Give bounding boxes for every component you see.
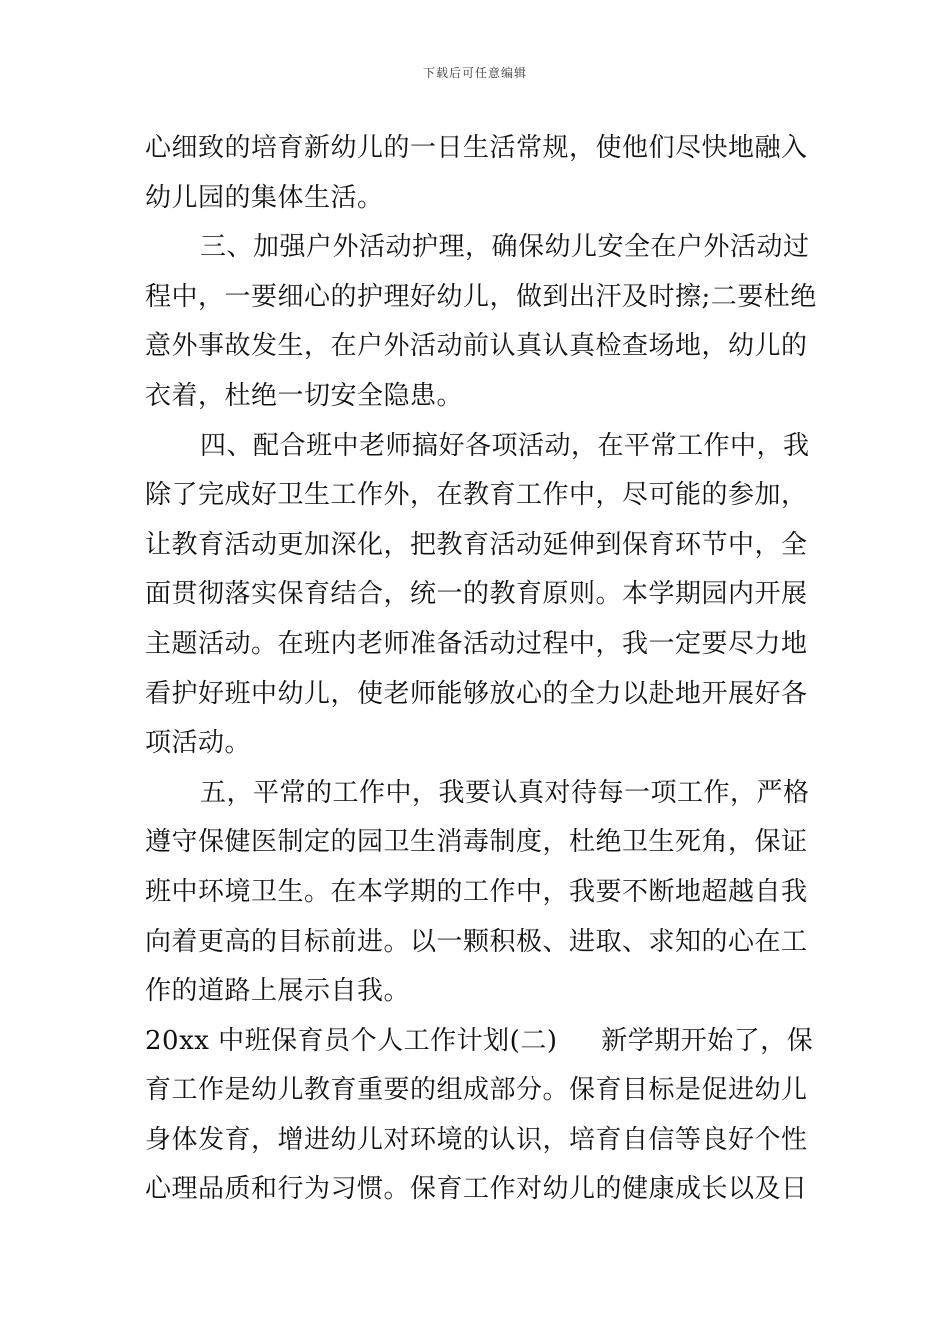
text-line: 心细致的培育新幼儿的一日生活常规，使他们尽快地融入 <box>145 133 808 163</box>
section-title-line: 20xx 中班保育员个人工作计划(二) 新学期开始了，保 <box>145 1025 814 1056</box>
text-line: 项活动。 <box>145 728 252 759</box>
text-line: 作的道路上展示自我。 <box>145 976 411 1007</box>
text-line: 除了完成好卫生工作外，在教育工作中，尽可能的参加， <box>145 480 808 511</box>
text-line: 向着更高的目标前进。以一颗积极、进取、求知的心在工 <box>145 926 808 957</box>
document-body <box>145 124 817 1215</box>
text-line: 五，平常的工作中，我要认真对待每一项工作，严格 <box>200 777 810 808</box>
text-line: 身体发育，增进幼儿对环境的认识，培育自信等良好个性 <box>145 1124 808 1155</box>
text-line: 让教育活动更加深化，把教育活动延伸到保育环节中，全 <box>145 529 808 560</box>
text-line: 心理品质和行为习惯。保育工作对幼儿的健康成长以及日 <box>145 1174 808 1205</box>
text-line: 看护好班中幼儿，使老师能够放心的全力以赴地开展好各 <box>145 678 808 709</box>
text-line: 育工作是幼儿教育重要的组成部分。保育目标是促进幼儿 <box>145 1075 808 1106</box>
text-line: 程中，一要细心的护理好幼儿，做到出汗及时擦;二要杜绝 <box>145 281 817 312</box>
text-line: 面贯彻落实保育结合，统一的教育原则。本学期园内开展 <box>145 579 808 610</box>
text-line: 幼儿园的集体生活。 <box>145 182 384 213</box>
text-line: 衣着，杜绝一切安全隐患。 <box>145 380 464 411</box>
text-line: 主题活动。在班内老师准备活动过程中，我一定要尽力地 <box>145 628 808 659</box>
text-line: 遵守保健医制定的园卫生消毒制度，杜绝卫生死角，保证 <box>145 827 808 858</box>
text-line: 四、配合班中老师搞好各项活动，在平常工作中，我 <box>200 430 810 461</box>
text-line: 班中环境卫生。在本学期的工作中，我要不断地超越自我 <box>145 876 808 907</box>
page-header: 下载后可任意编辑 <box>422 66 527 80</box>
text-line: 意外事故发生，在户外活动前认真认真检查场地，幼儿的 <box>145 331 808 362</box>
text-line: 三、加强户外活动护理，确保幼儿安全在户外活动过 <box>200 232 810 263</box>
